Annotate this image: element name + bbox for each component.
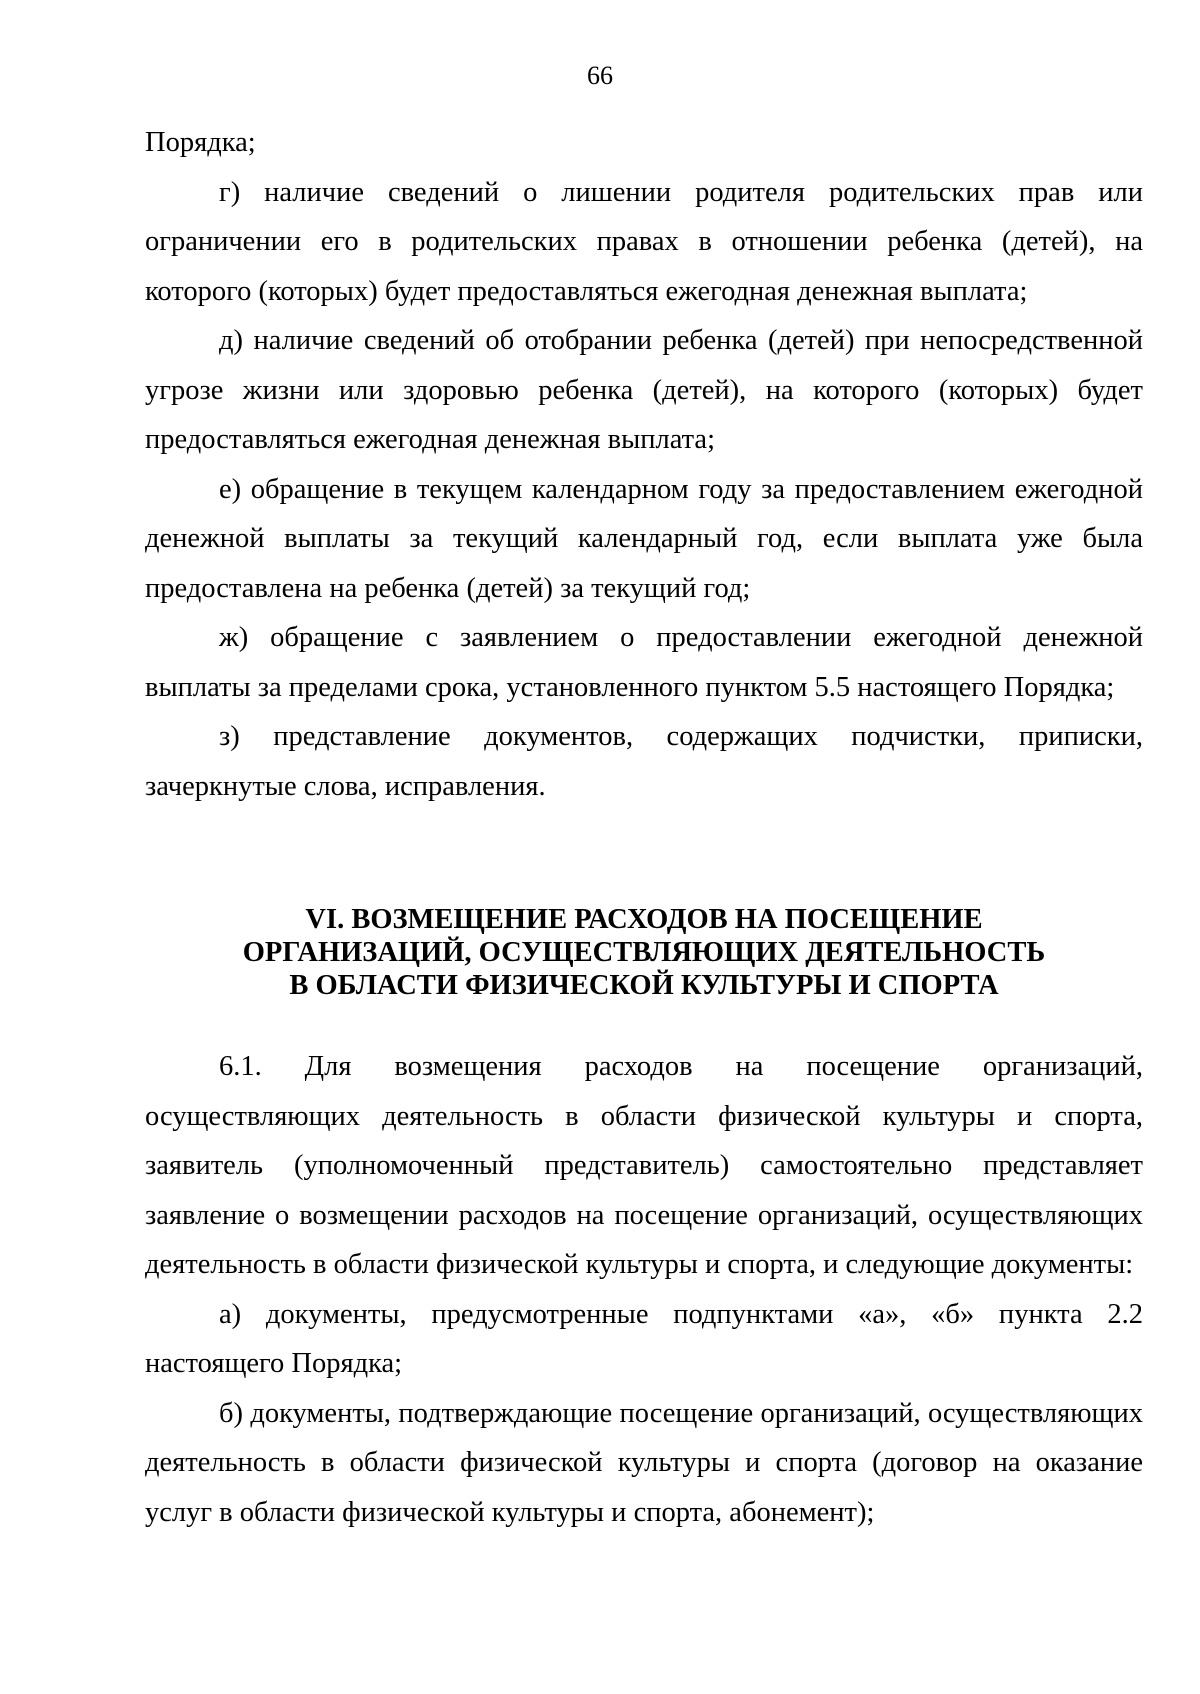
- section-heading: [145, 903, 1143, 1002]
- paragraph-continuation: Порядка;: [145, 127, 256, 158]
- page-number: 66: [587, 61, 613, 90]
- paragraph-item-e: е) обращение в текущем календарном году за предоставлением ежегодной денежной выплаты за текущий календарный год, если выплата уже была предоставлена на ребенка (детей) за текущий год;: [145, 473, 1143, 604]
- paragraph-item-a: а) документы, предусмотренные подпунктами «а», «б» пункта 2.2 настоящего Порядка;: [145, 1298, 1143, 1379]
- paragraph-item-b: б) документы, подтверждающие посещение организаций, осуществляющих деятельность в области физической культуры и спорта (договор на оказание услуг в области физической культуры и спорта, абонемент);: [145, 1397, 1143, 1528]
- paragraph-item-zh: ж) обращение с заявлением о предоставлении ежегодной денежной выплаты за пределами срока, установленного пунктом 5.5 настоящего Порядка;: [145, 622, 1143, 703]
- paragraph-6-1: 6.1. Для возмещения расходов на посещение организаций, осуществляющих деятельность в области физической культуры и спорта, заявитель (уполномоченный представитель) самостоятельно представляет заявление о возмещении расходов на посещение организаций, осуществляющих деятельность в области физической культуры и спорта, и следующие документы:: [145, 1051, 1143, 1280]
- document-body: [145, 118, 1143, 1537]
- section-heading-line-3: В ОБЛАСТИ ФИЗИЧЕСКОЙ КУЛЬТУРЫ И СПОРТА: [289, 970, 999, 1001]
- section-heading-line-2: ОРГАНИЗАЦИЙ, ОСУЩЕСТВЛЯЮЩИХ ДЕЯТЕЛЬНОСТЬ: [242, 937, 1046, 968]
- paragraph-item-d: д) наличие сведений об отобрании ребенка (детей) при непосредственной угрозе жизни или здоровью ребенка (детей), на которого (которых) будет предоставляться ежегодная денежная выплата;: [145, 325, 1143, 455]
- paragraph-item-z: з) представление документов, содержащих подчистки, приписки, зачеркнутые слова, исправления.: [145, 721, 1143, 802]
- paragraph-item-g: г) наличие сведений о лишении родителя родительских прав или ограничении его в родительских правах в отношении ребенка (детей), на которого (которых) будет предоставляться ежегодная денежная выплата;: [145, 176, 1143, 307]
- section-heading-line-1: VI. ВОЗМЕЩЕНИЕ РАСХОДОВ НА ПОСЕЩЕНИЕ: [305, 904, 983, 935]
